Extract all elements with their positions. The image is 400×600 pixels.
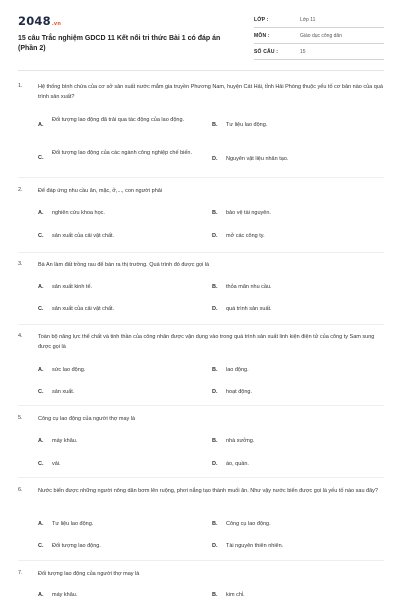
option-text: nghiên cứu khoa học. bbox=[52, 210, 105, 216]
option-letter: A. bbox=[38, 210, 44, 216]
question-number: 3. bbox=[18, 261, 23, 267]
site-logo[interactable] bbox=[18, 14, 61, 28]
meta-label: SỐ CÂU : bbox=[254, 49, 279, 55]
question-7 bbox=[18, 570, 384, 600]
option-text: Nguyên vật liệu nhân tạo. bbox=[226, 156, 289, 162]
option-letter: B. bbox=[212, 284, 218, 290]
meta-label: MÔN : bbox=[254, 33, 270, 39]
question-1 bbox=[18, 83, 384, 173]
option-letter: B. bbox=[212, 367, 218, 373]
question-number: 2. bbox=[18, 187, 23, 193]
question-divider bbox=[18, 252, 384, 253]
option-text: mở các công ty. bbox=[226, 233, 265, 239]
option-text: quá trình sản xuất. bbox=[226, 306, 272, 312]
option-letter: D. bbox=[212, 543, 218, 549]
option-letter: B. bbox=[212, 122, 218, 128]
option-text: sản xuất. bbox=[52, 389, 75, 395]
option-letter: D. bbox=[212, 461, 218, 467]
option-letter: B. bbox=[212, 210, 218, 216]
question-4 bbox=[18, 333, 384, 403]
option-text: lao động. bbox=[226, 367, 249, 373]
meta-row-subject bbox=[254, 28, 384, 44]
option-text: máy khâu. bbox=[52, 592, 78, 598]
question-divider bbox=[18, 405, 384, 406]
option-text: nhà xưởng. bbox=[226, 438, 255, 444]
option-letter: A. bbox=[38, 122, 44, 128]
logo-tld: .vn bbox=[51, 21, 62, 27]
option-text: Đối tượng lao động của các ngành công nghiệp chế biến. bbox=[52, 150, 193, 156]
option-letter: D. bbox=[212, 389, 218, 395]
meta-value: Giáo dục công dân bbox=[300, 33, 342, 39]
question-number: 7. bbox=[18, 570, 23, 576]
option-text: sức lao động. bbox=[52, 367, 86, 373]
option-letter: B. bbox=[212, 592, 218, 598]
meta-value: 15 bbox=[300, 49, 306, 55]
question-number: 5. bbox=[18, 415, 23, 421]
option-letter: A. bbox=[38, 438, 44, 444]
question-text: Công cụ lao động của người thợ may là bbox=[38, 416, 136, 422]
option-text: vải. bbox=[52, 461, 61, 467]
question-2 bbox=[18, 187, 384, 247]
question-text: Hệ thống bình chứa của cơ sở sản xuất nước mắm gia truyền Phương Nam, huyện Cát Hải, tỉnh Hải Phòng thuộc yếu tố cơ bản nào của quá trình sản xuất? bbox=[38, 84, 383, 100]
option-text: sản xuất của cải vật chất. bbox=[52, 306, 115, 312]
option-letter: A. bbox=[38, 521, 44, 527]
option-text: áo, quần. bbox=[226, 461, 249, 467]
option-letter: C. bbox=[38, 233, 44, 239]
question-number: 6. bbox=[18, 487, 23, 493]
question-text: Để đáp ứng nhu cầu ăn, mặc, ở,..., con người phải bbox=[38, 188, 163, 194]
option-text: Tư liệu lao động. bbox=[52, 521, 94, 527]
logo-text: 2048 bbox=[18, 14, 51, 28]
question-divider bbox=[18, 324, 384, 325]
option-text: Đối tượng lao động đã trải qua tác động của lao động. bbox=[52, 117, 185, 123]
option-text: Tư liệu lao động. bbox=[226, 122, 268, 128]
option-text: kim chỉ. bbox=[226, 592, 245, 598]
question-6 bbox=[18, 487, 384, 557]
question-text: Nước biển được những người nông dân bơm lên ruộng, phơi nắng tạo thành muối ăn. Như vậy nước biển được gọi là yếu tố nào sau đây? bbox=[38, 488, 378, 494]
document-title: 15 câu Trắc nghiệm GDCD 11 Kết nối tri thức Bài 1 có đáp án (Phần 2) bbox=[18, 35, 221, 52]
option-text: Công cụ lao động. bbox=[226, 521, 271, 527]
option-letter: C. bbox=[38, 306, 44, 312]
option-text: bảo vệ tài nguyên. bbox=[226, 210, 271, 216]
header-divider bbox=[18, 70, 384, 71]
option-text: sản xuất của cải vật chất. bbox=[52, 233, 115, 239]
question-text: Đối tượng lao động của người thợ may là bbox=[38, 571, 140, 577]
question-divider bbox=[18, 477, 384, 478]
question-divider bbox=[18, 177, 384, 178]
option-letter: C. bbox=[38, 461, 44, 467]
meta-value: Lớp 11 bbox=[300, 17, 316, 23]
meta-label: LỚP : bbox=[254, 17, 269, 23]
option-text: Đối tượng lao động. bbox=[52, 543, 101, 549]
question-5 bbox=[18, 415, 384, 475]
meta-row-count bbox=[254, 44, 384, 60]
option-letter: A. bbox=[38, 284, 44, 290]
option-text: sản xuất kinh tế. bbox=[52, 284, 93, 290]
question-divider bbox=[18, 560, 384, 561]
question-3 bbox=[18, 261, 384, 321]
meta-row-class bbox=[254, 12, 384, 28]
option-letter: D. bbox=[212, 306, 218, 312]
option-letter: D. bbox=[212, 233, 218, 239]
option-text: máy khâu. bbox=[52, 438, 78, 444]
question-text: Bà An làm đất trồng rau để bán ra thị trường. Quá trình đó được gọi là bbox=[38, 262, 210, 268]
option-letter: B. bbox=[212, 521, 218, 527]
question-number: 1. bbox=[18, 83, 23, 89]
document-header bbox=[18, 12, 384, 68]
question-text: Toàn bộ năng lực thể chất và tinh thần của công nhân được vận dụng vào trong quá trình sản xuất linh kiện điện tử của công ty Sam sung được gọi là bbox=[38, 334, 375, 350]
option-letter: A. bbox=[38, 592, 44, 598]
option-letter: D. bbox=[212, 156, 218, 162]
option-letter: C. bbox=[38, 389, 44, 395]
option-letter: B. bbox=[212, 438, 218, 444]
option-text: hoạt động. bbox=[226, 389, 252, 395]
option-text: Tài nguyên thiên nhiên. bbox=[226, 543, 284, 549]
option-text: thỏa mãn nhu cầu. bbox=[226, 284, 272, 290]
question-number: 4. bbox=[18, 333, 23, 339]
option-letter: C. bbox=[38, 543, 44, 549]
option-letter: A. bbox=[38, 367, 44, 373]
option-letter: C. bbox=[38, 155, 44, 161]
document-meta bbox=[254, 12, 384, 60]
